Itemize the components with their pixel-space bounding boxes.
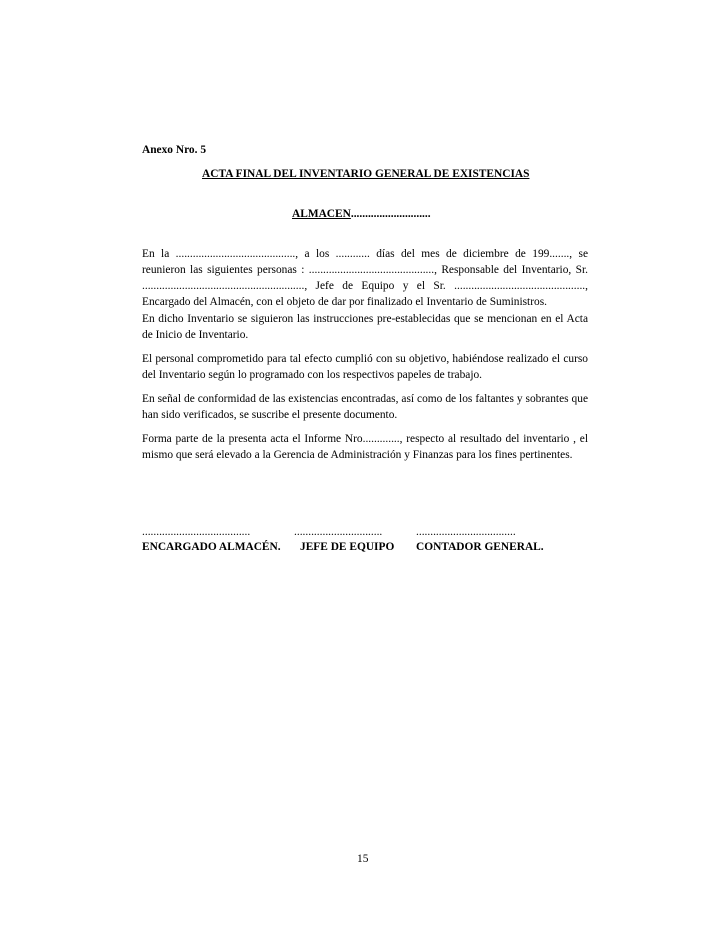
warehouse-blank: ............................ (350, 208, 431, 220)
paragraph-line: del Inventario según lo programado con los respectivos papeles de trabajo. (142, 369, 483, 381)
warehouse-heading (292, 206, 431, 222)
paragraph-line: En la .........................................., a los ............ días del mes de diciembre de 199......., se (142, 248, 588, 260)
signature-line-accountant: ................................... (416, 526, 516, 538)
document-title: ACTA FINAL DEL INVENTARIO GENERAL DE EXISTENCIAS (202, 168, 530, 180)
paragraph-line: En dicho Inventario se siguieron las instrucciones pre-establecidas que se mencionan en el Acta (142, 313, 588, 325)
signature-role-warehouse: ENCARGADO ALMACÉN. (142, 541, 281, 553)
signature-role-accountant: CONTADOR GENERAL. (416, 541, 544, 553)
paragraph-conformity (142, 391, 588, 423)
paragraph-line: Encargado del Almacén, con el objeto de dar por finalizado el Inventario de Suministros. (142, 296, 547, 308)
annex-label: Anexo Nro. 5 (142, 144, 207, 156)
signature-line-team-lead: ............................... (294, 526, 383, 538)
paragraph-line: han sido verificados, se suscribe el presente documento. (142, 409, 398, 421)
paragraph-line: mismo que será elevado a la Gerencia de Administración y Finanzas para los fines pertinentes. (142, 449, 573, 461)
page-number: 15 (357, 853, 369, 865)
paragraph-instructions (142, 311, 588, 343)
warehouse-label: ALMACEN (292, 208, 351, 220)
paragraph-line: reunieron las siguientes personas : ............................................, Responsable del Inventario, Sr. (142, 264, 588, 276)
signature-line-warehouse: ...................................... (142, 526, 251, 538)
paragraph-line: En señal de conformidad de las existencias encontradas, así como de los faltantes y sobrantes que (142, 393, 588, 405)
paragraph-line: El personal comprometido para tal efecto cumplió con su objetivo, habiéndose realizado el curso (142, 353, 588, 365)
paragraph-line: Forma parte de la presenta acta el Informe Nro............., respecto al resultado del inventario , el (142, 433, 588, 445)
signature-role-team-lead: JEFE DE EQUIPO (300, 541, 395, 553)
paragraph-line: de Inicio de Inventario. (142, 329, 249, 341)
paragraph-opening (142, 246, 588, 310)
paragraph-personnel (142, 351, 588, 383)
paragraph-line: ........................................................., Jefe de Equipo y el Sr. .............................................., (142, 280, 588, 292)
paragraph-report (142, 431, 588, 463)
